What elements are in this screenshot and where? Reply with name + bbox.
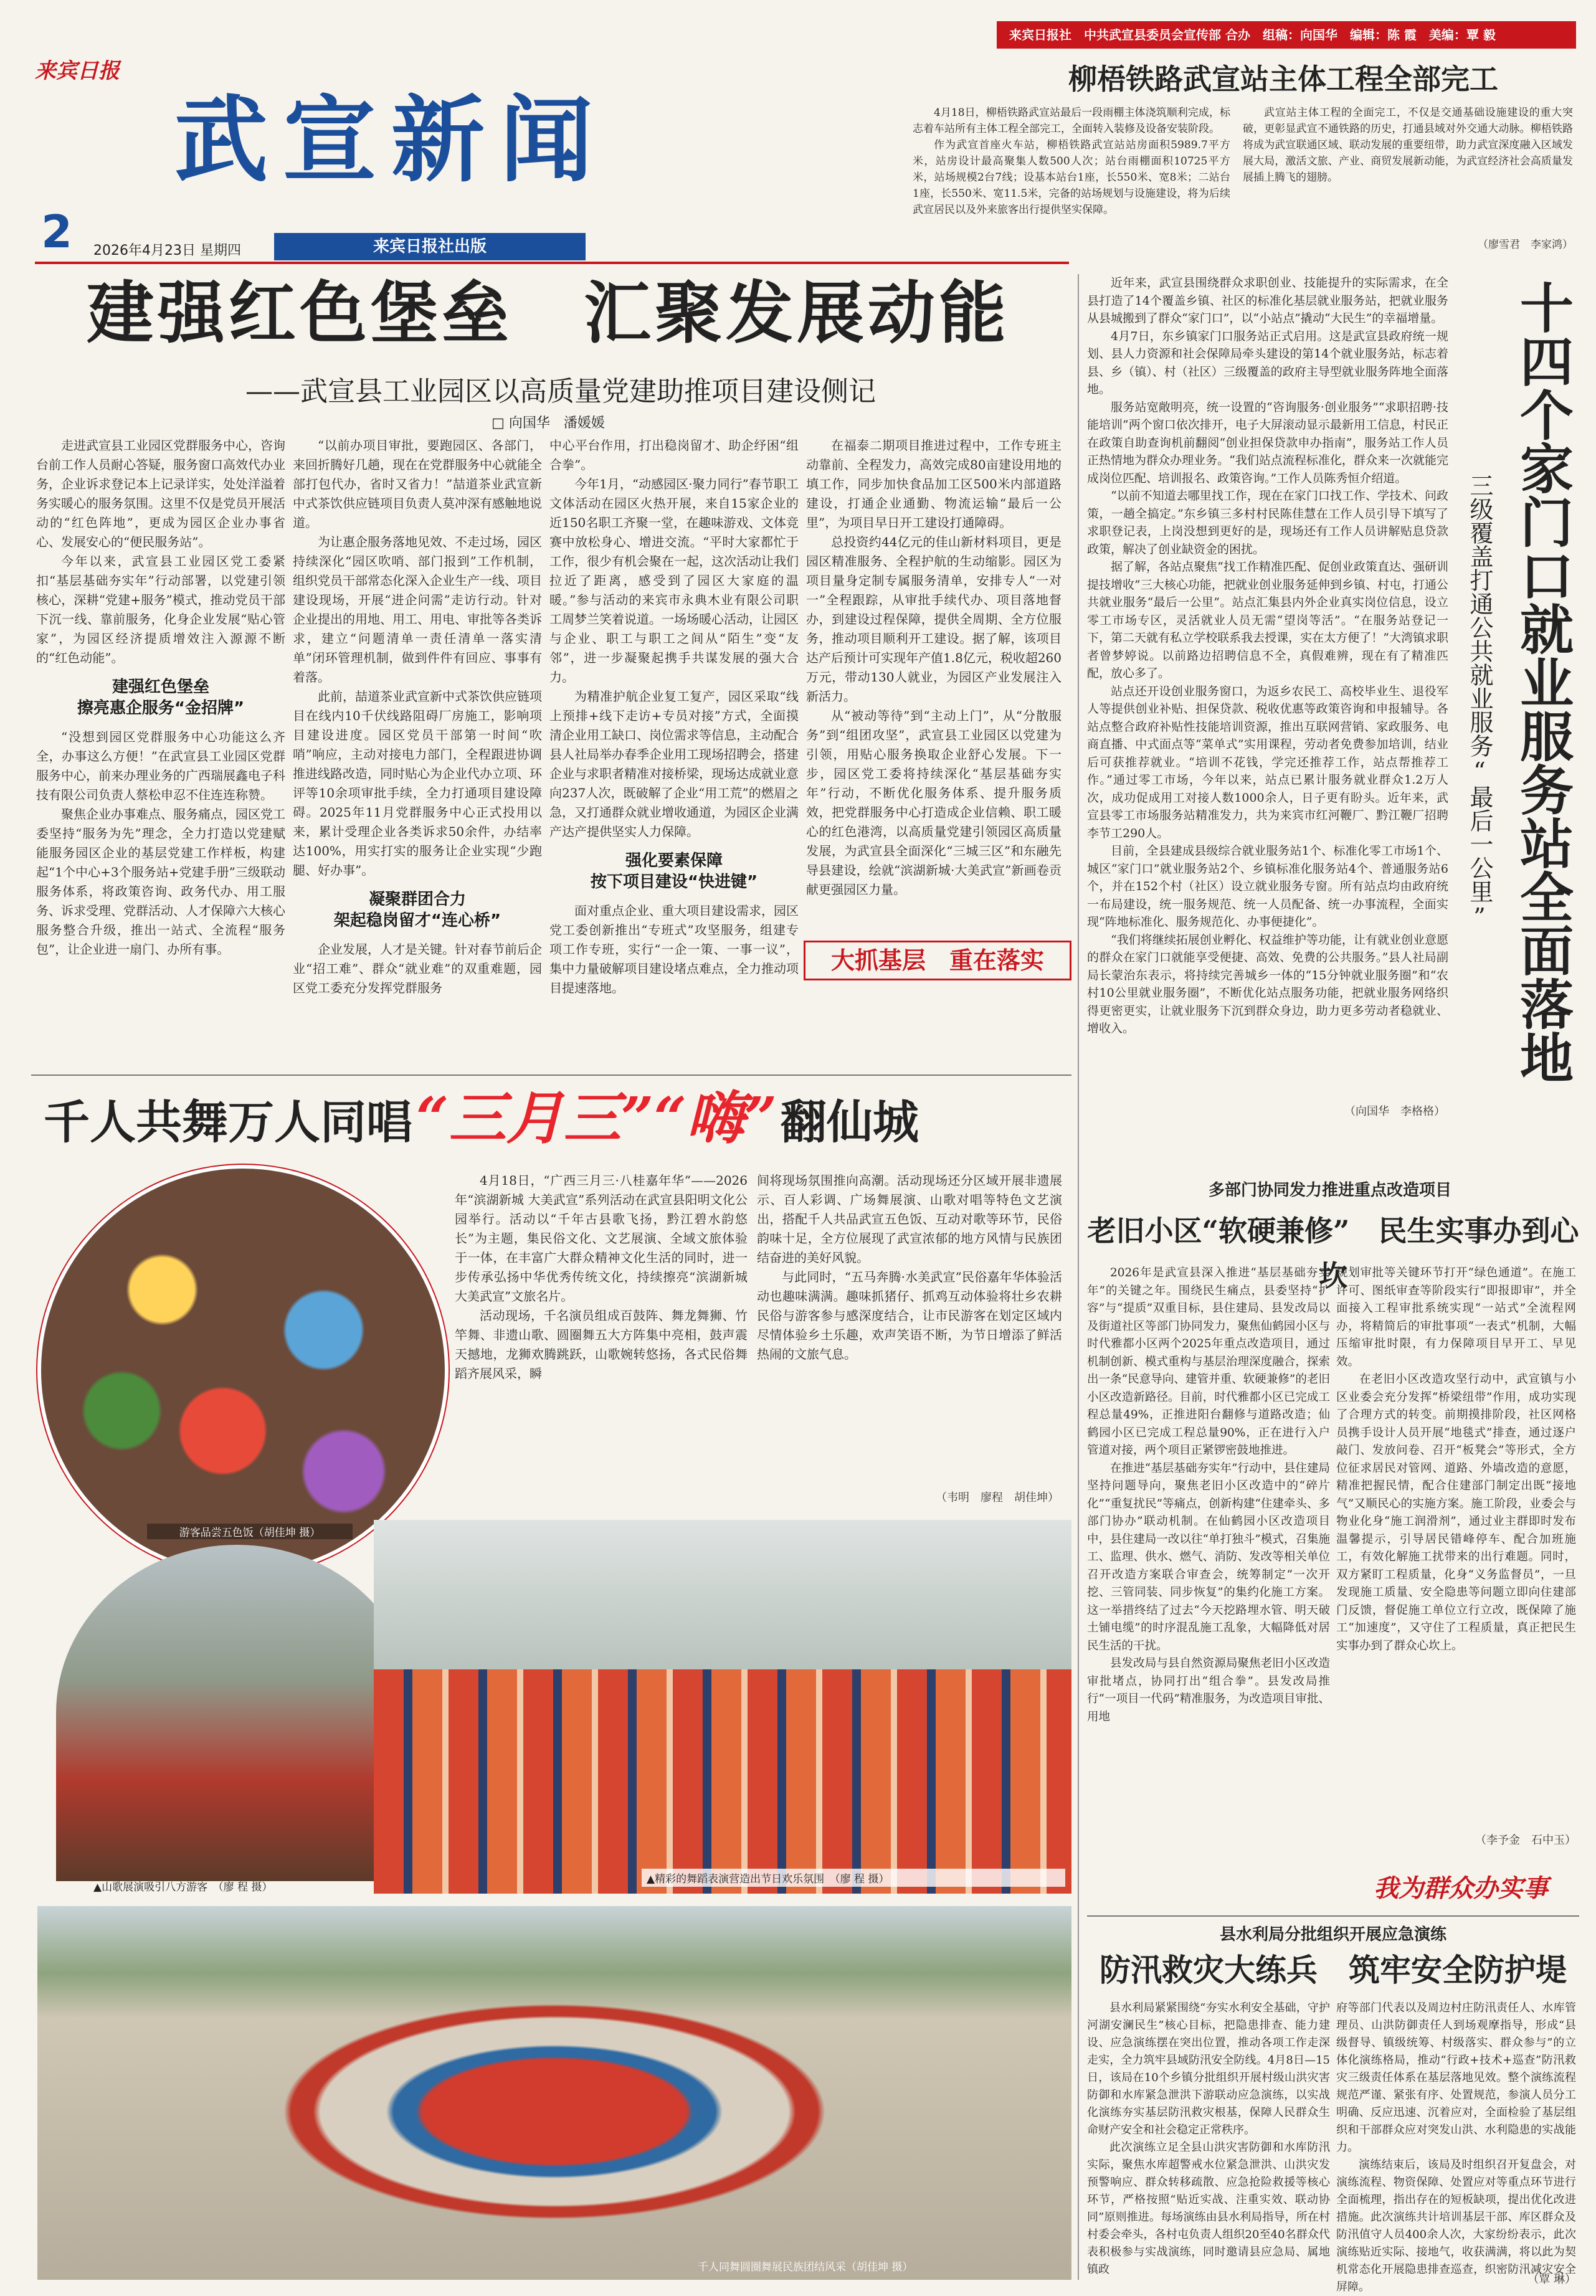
festival-credit: （韦明 廖程 胡佳坤）	[936, 1491, 1059, 1504]
publisher-banner: 来宾日报社出版	[274, 233, 586, 260]
lead-subhead-1: 建强红色堡垒 擦亮惠企服务“金招牌”	[77, 678, 245, 718]
railway-headline: 柳梧铁路武宣站主体工程全部完工	[1068, 62, 1498, 96]
paper-logo: 来宾日报	[35, 59, 120, 83]
masthead-rule	[35, 262, 1069, 264]
lead-col1: 走进武宣县工业园区党群服务中心，咨询台前工作人员耐心答疑，服务窗口高效代办业务，企业诉求登记本上记录详实，处处洋溢着务实暖心的服务氛围。这里不仅是党员开展活动的“红色阵地”，更成为园区企业办事省心、发展安心的“便民服务站”。 今年以来，武宣县工业园区党工委紧扣“基层基础夯实年”行动部署，以党建引领核心，深耕“党建+服务”模式，推动党员干部下沉一线、靠前服务，化身企业发展“贴心管家”，为园区经济提质增效注入源源不断的“红色动能”。 建强红色堡垒 擦亮惠企服务“金招牌” “没想到园区党群服务中心功能这么齐全，办事这么方便！”在武宣县工业园区党群服务中心，前来办理业务的广西瑞展鑫电子科技有限公司负责人蔡松申忍不住连连称赞。 聚焦企业办事难点、服务痛点，园区党工委坚持“服务为先”理念，全力打造以党建赋能服务园区企业的基层党建工作样板，构建起“1个中心+3个服务站+党建手册”三级联动服务体系，将政策咨询、政务代办、用工服务、诉求受理、党群活动、人才保障六大核心服务整合升级，推出一站式、全流程“服务包”，让企业进一扇门、办所有事。	[36, 438, 285, 957]
lead-stamp: 大抓基层 重在落实	[804, 941, 1071, 980]
railway-col2: 武宣站主体工程的全面完工，不仅是交通基础设施建设的重大突破，更彰显武宣不通铁路的历史，打通县域对外交通大动脉。柳梧铁路将成为武宣联通区域、联动发展的重要纽带，助力武宣深度融入区域发展大局，激活文旅、产业、商贸发展新动能，为武宣经济社会高质量发展插上腾飞的翅膀。	[1243, 107, 1573, 184]
festival-headline-a: 千人共舞万人同唱	[44, 1096, 412, 1149]
oldcommunity-kicker: 多部门协同发力推进重点改造项目	[1208, 1181, 1451, 1200]
flood-kicker: 县水利局分批组织开展应急演练	[1219, 1925, 1446, 1944]
flood-credit: （覃 琳）	[1527, 2273, 1576, 2286]
oldcommunity-col1: 2026年是武宣县深入推进“基层基础夯实年”的关键之年。围绕民生痛点，县委坚持“扩容”与“提质”双重目标，县住建局、县发改局以及街道社区等部门协同发力，聚焦仙鹤园小区与时代雅都小区两个2025年重点改造项目，通过机制创新、模式重构与基层治理深度融合，探索出一条“民意导向、建管并重、软硬兼修”的老旧小区改造新路径。目前，时代雅都小区已完成工程总量49%，正推进阳台翻修与道路改造；仙鹤园小区已完成工程总量90%，正在进行入户管道对接，两个项目正紧锣密鼓地推进。 在推进“基层基础夯实年”行动中，县住建局坚持问题导向，聚焦老旧小区改造中的“碎片化”“重复扰民”等痛点，创新构建“住建牵头、多部门协办”联动机制。在仙鹤园小区改造项目中，县住建局一改以往“单打独斗”模式，召集施工、监理、供水、燃气、消防、发改等相关单位召开改造方案联合审查会，统筹制定“一次开挖、三管同装、同步恢复”的集约化施工方案。这一举措终结了过去“今天挖路埋水管、明天破土铺电缆”的时序混乱施工乱象，大幅降低对居民生活的干扰。 县发改局与县自然资源局聚焦老旧小区改造审批堵点，协同打出“组合拳”。县发改局推行“一项目一代码”精准服务，为改造项目审批、用地	[1087, 1266, 1330, 1724]
flood-col1: 县水利局紧紧围绕“夯实水利安全基础，守护河湖安澜民生”核心目标，把隐患排查、能力建设、应急演练摆在突出位置，推动各项工作走深走实，全力筑牢县域防汛安全防线。4月8日—15日，该局在10个乡镇分批组织开展村级山洪灾害防御和水库紧急泄洪下游联动应急演练，以实战化演练夯实基层防汛救灾根基，保障人民群众生命财产安全和社会稳定正常秩序。 此次演练立足全县山洪灾害防御和水库防汛实际，聚焦水库超警戒水位紧急泄洪、山洪灾发预警响应、群众转移疏散、应急抢险救援等核心环节，严格按照“贴近实战、注重实效、联动协同”原则推进。每场演练由县水利局指导，所在村村委会牵头，各村屯负责人组织20至40名群众代表积极参与实战演练，同时邀请县应急局、属地镇政	[1087, 2001, 1330, 2276]
top-credit-bar: 来宾日报社 中共武宣县委员会宣传部 合办 组稿：向国华 编辑：陈 霞 美编：覃 毅	[997, 21, 1576, 49]
dance-caption: ▲精彩的舞蹈表演营造出节日欢乐氛围 （廖 程 摄）	[642, 1869, 1065, 1887]
employment-vertical-title: 十四个家门口就业服务站全面落地	[1511, 280, 1574, 1084]
lead-headline: 建强红色堡垒 汇聚发展动能	[86, 274, 1010, 353]
lead-col3: 中心平台作用，打出稳岗留才、助企纾困“组合拳”。 今年1月，“动感园区·聚力同行”春节职工文体活动在园区火热开展，来自15家企业的近150名职工齐聚一堂，在趣味游戏、文体竞赛中放松身心、增进交流。“平时大家都忙于工作，很少有机会聚在一起，这次活动让我们拉近了距离，感受到了园区大家庭的温暖。”参与活动的来宾市永典木业有限公司职工周梦兰笑着说道。一场场暖心活动，让园区与企业、职工与职工之间从“陌生”变“友邻”，进一步凝聚起携手共谋发展的强大合力。 为精准护航企业复工复产，园区采取“线上预排+线下走访+专员对接”方式，全面摸清企业用工缺口、岗位需求等信息，主动配合县人社局举办春季企业用工现场招聘会，搭建企业与求职者精准对接桥梁，现场达成就业意向237人次，既破解了企业“用工荒”的燃眉之急，又打通群众就业增收通道，为园区企业满产达产提供坚实人力保障。 强化要素保障 按下项目建设“快进键” 面对重点企业、重大项目建设需求，园区党工委创新推出“专班式”攻坚服务，组建专项工作专班，实行“一企一策、一事一议”，集中力量破解项目建设堵点难点，全力推动项目提速落地。	[549, 438, 799, 995]
folk-song-caption: ▲山歌展演吸引八方游客 （廖 程 摄）	[93, 1881, 273, 1894]
railway-credit: （廖雪君 李家鸿）	[1478, 239, 1573, 251]
lead-col2: “以前办项目审批，要跑园区、各部门，来回折腾好几趟，现在在党群服务中心就能全部打包代办，省时又省力！”喆道茶业武宣新中式茶饮供应链项目负责人莫冲深有感触地说道。 为让惠企服务落地见效、不走过场，园区持续深化“园区吹哨、部门报到”工作机制，组织党员干部常态化深入企业生产一线、项目建设现场，开展“进企问需”走访行动。针对企业提出的用地、用工、用电、审批等各类诉求，建立“问题清单一责任清单一落实清单”闭环管理机制，做到件件有回应、事事有着落。 此前，喆道茶业武宣新中式茶饮供应链项目在线内10千伏线路阻碍厂房施工，影响项目建设进度。园区党员干部第一时间“吹哨”响应，主动对接电力部门，全程跟进协调推进线路改造，同时贴心为企业代办立项、环评等10余项审批手续，全力打通项目建设障碍。2025年11月党群服务中心正式投用以来，累计受理企业各类诉求50余件，办结率达100%，用实打实的服务让企业实现“少跑腿、好办事”。 凝聚群团合力 架起稳岗留才“连心桥” 企业发展，人才是关键。针对春节前后企业“招工难”、群众“就业难”的双重难题，园区党工委充分发挥党群服务	[293, 438, 542, 995]
flood-top-rule	[1087, 1915, 1579, 1917]
crowd-photo	[37, 1906, 1071, 2280]
festival-headline	[44, 1084, 1071, 1152]
dance-photo	[374, 1520, 1071, 1894]
crowd-caption: 千人同舞圆圈舞展民族团结风采（胡佳坤 摄）	[698, 2261, 913, 2274]
employment-body: 近年来，武宣县围绕群众求职创业、技能提升的实际需求，在全县打造了14个覆盖乡镇、社区的标准化基层就业服务站，把就业服务从县城搬到了群众“家门口”，以“小站点”撬动“大民生”的幸福增量。 4月7日，东乡镇家门口服务站正式启用。这是武宣县政府统一规划、县人力资源和社会保障局牵头建设的第14个就业服务站，标志着县、乡（镇）、村（社区）三级覆盖的政府主导型就业服务阵地全面落地。 服务站宽敞明亮，统一设置的“咨询服务·创业服务”“求职招聘·技能培训”两个窗口依次排开，电子大屏滚动显示最新用工信息，村民正在政策自助查询机前翻阅“创业担保贷款申办指南”，服务站工作人员正热情地为群众办理业务。“我们站点流程标准化，群众来一次就能完成岗位匹配、培训报名、政策咨询。”工作人员陈秀恒介绍道。 “以前不知道去哪里找工作，现在在家门口找工作、学技术、问政策，一趟全搞定。”东乡镇三多村村民陈佳慧在工作人员引导下填写了求职登记表，上岗没想到更好的是，现场还有工作人员讲解贴息贷款政策，解决了创业缺资金的困扰。 据了解，各站点聚焦“找工作精准匹配、促创业政策直达、强研训提技增收”三大核心功能，把就业创业服务延伸到乡镇、村屯，打通公共就业服务“最后一公里”。站点汇集县内外企业真实岗位信息，设立零工市场专区，灵活就业人员无需“望岗等活”。“在服务站登记一下，第二天就有私立学校联系我去授课，实在太方便了！”大湾镇求职者曾梦婷说。以前路边招聘信息不全，真假难辨，现在有了精准匹配，放心多了。 站点还开设创业服务窗口，为返乡农民工、高校毕业生、退役军人等提供创业补贴、担保贷款、税收优惠等政策咨询和申报辅导。各站点整合政府补贴性技能培训资源，推出互联网营销、家政服务、电商直播、中式面点等“菜单式”实用课程，劳动者免费参加培训，结业后可获推荐就业。“培训不花钱，学完还推荐工作，站点帮推荐工作。”通过零工市场，今年以来，站点已累计服务就业群众1.2万人次，成功促成用工对接人数1000余人，日子更有盼头。近年来，武宣县零工市场服务站精准发力，共为来宾市红河鞭厂、黔江鞭厂招聘李节工290人。 目前，全县建成县级综合就业服务站1个、标准化零工市场1个、城区“家门口”就业服务站2个、乡镇标准化服务站4个、普通服务站6个，并在152个村（社区）设立就业服务专窗。所有站点均由政府统一布局建设，统一服务规范、统一人员配备、统一办事流程，全面实现“阵地标准化、服务规范化、办事便捷化”。 “我们将继续拓展创业孵化、权益维护等功能，让有就业创业意愿的群众在家门口就能享受便捷、高效、免费的公共服务。”县人社局副局长蒙治东表示，将持续完善城乡一体的“15分钟就业服务圈”和“农村10公里就业服务圈”，不断优化站点服务功能，把就业服务网络织得更密更实，让就业服务下沉到群众身边，助力更多劳动者稳就业、增收入。	[1087, 276, 1448, 1035]
issue-date: 2026年4月23日 星期四	[93, 243, 241, 259]
employment-vertical-subtitle: 三级覆盖打通公共就业服务“最后一公里”	[1466, 473, 1493, 931]
oldcommunity-col2: 规划审批等关键环节打开“绿色通道”。在施工许可、图纸审查等阶段实行“即报即审”，并全面接入工程审批系统实现“一站式”全流程网办，将精简后的审批事项“一表式”机制，大幅压缩审批时限，有力保障项目早开工、早见效。 在老旧小区改造攻坚行动中，武宣镇与小区业委会充分发挥“桥梁纽带”作用，成功实现了合理方式的转变。前期摸排阶段，社区网格员携手设计人员开展“地毯式”排查，通过逐户敲门、发放问卷、召开“板凳会”等形式，全方位征求居民对管网、道路、外墙改造的意愿，精准把握民情，配合住建部门制定出既“接地气”又顺民心的实施方案。施工阶段，业委会与物业化身“施工润滑剂”，通过业主群即时发布温馨提示，引导居民错峰停车、配合加班施工，有效化解施工扰带来的出行难题。同时，双方紧盯工程质量，化身“义务监督员”，一旦发现施工质量、安全隐患等问题立即向住建部门反馈，督促施工单位立行立改，既保障了施工“加速度”，又守住了工程质量，真正把民生实事办到了群众心坎上。	[1336, 1266, 1576, 1653]
lead-subhead-3: 强化要素保障 按下项目建设“快进键”	[590, 852, 758, 891]
lead-col4: 在福泰二期项目推进过程中，工作专班主动靠前、全程发力，高效完成80亩建设用地的填工作，同步加快食品加工区500米内部道路建设，打通企业通勤、物流运输“最后一公里”，为项目早日开工建设打通障碍。 总投资约44亿元的佳山新材料项目，更是园区精准服务、全程护航的生动缩影。园区为项目量身定制专属服务清单，安排专人“一对一”全程跟踪，从审批手续代办、项目落地督办，到建设过程保障，提供全周期、全方位服务，推动项目顺利开工建设。据了解，该项目达产后预计可实现年产值1.8亿元，税收超260万元，带动130人就业，为园区产业发展注入新活力。 从“被动等待”到“主动上门”，从“分散服务”到“组团攻坚”，武宣县工业园区以党建为引领，用贴心服务换取企业舒心发展。下一步，园区党工委将持续深化“基层基础夯实年”行动，不断优化服务体系、提升服务质效，把党群服务中心打造成企业信赖、职工暖心的红色港湾，以高质量党建引领园区高质量发展，为武宣县全面深化“三城三区”和东融先导县建设，绘就“滨湖新城·大美武宣”新画卷贡献更强园区力量。	[806, 438, 1062, 897]
festival-top-rule	[31, 1074, 1071, 1076]
lead-subhead-2: 凝聚群团合力 架起稳岗留才“连心桥”	[333, 890, 501, 930]
column-divider	[1078, 274, 1079, 2280]
festival-headline-b: “三月三”“嗨”	[416, 1084, 777, 1152]
folk-song-photo	[56, 1545, 417, 1881]
flood-col2: 府等部门代表以及周边村庄防汛责任人、水库管理员、山洪防御责任人到场观摩指导，形成“县级督导、镇级统筹、村级落实、群众参与”的立体化演练格局，推动“行政+技术+巡查”防汛救灾三级责任体系在基层落地见效。整个演练流程规范严谨、紧张有序、处置规范，参演人员分工明确、反应迅速、沉着应对，全面检验了基层组织和干部群众应对突发山洪、水利隐患的实战能力。 演练结束后，该局及时组织召开复盘会，对演练流程、物资保障、处置应对等重点环节进行全面梳理，指出存在的短板缺项，提出优化改进措施。此次演练共计培训基层干部、库区群众及防汛值守人员400余人次，大家纷纷表示，此次演练贴近实际、接地气，收获满满，将以此为契机常态化开展隐患排查巡查，织密防汛减灾安全屏障。	[1336, 2001, 1576, 2294]
page-number: 2	[41, 206, 73, 258]
festival-col1: 4月18日，“广西三月三·八桂嘉年华”——2026年“滨湖新城 大美武宣”系列活动在武宣县阳明文化公园举行。活动以“千年古县歌飞扬，黔江碧水韵悠长”为主题，集民俗文化、文艺展演、全域文旅体验于一体，在丰富广大群众精神文化生活的同时，进一步传承弘扬中华优秀传统文化，持续擦亮“滨湖新城 大美武宣”文旅名片。 活动现场，千名演员组成百鼓阵、舞龙舞狮、竹竿舞、非遗山歌、圆圈舞五大方阵集中亮相，鼓声震天撼地，龙狮欢腾跳跃，山歌婉转悠扬，各式民俗舞蹈齐展风采，瞬	[455, 1173, 748, 1381]
flood-headline: 防汛救灾大练兵 筑牢安全防护堤	[1100, 1952, 1567, 1988]
five-color-rice-caption: 游客品尝五色饭（胡佳坤 摄）	[147, 1524, 353, 1539]
festival-headline-c: 翻仙城	[780, 1096, 919, 1149]
oldcommunity-credit: （李予金 石中玉）	[1475, 1834, 1576, 1847]
oldcommunity-headline: 老旧小区“软硬兼修” 民生实事办到心坎	[1087, 1214, 1579, 1293]
five-color-rice-photo	[37, 1165, 449, 1576]
lead-byline: □ 向国华 潘媛媛	[492, 415, 605, 431]
section-title: 武宣新闻	[174, 85, 609, 195]
railway-col1: 4月18日，柳梧铁路武宣站最后一段雨棚主体浇筑顺利完成，标志着车站所有主体工程全部完工，全面转入装修及设备安装阶段。 作为武宣首座火车站，柳梧铁路武宣站站房面积5989.7平方米，站房设计最高聚集人数500人次；站台雨棚面积10725平方米，站场规模2台7线；设基本站台1座，长550米、宽8米；二站台1座，长550米、宽11.5米，完备的站场规划与设施建设，将为后续武宣居民以及外来旅客出行提供坚实保障。	[913, 107, 1230, 216]
employment-credit: （向国华 李格格）	[1344, 1105, 1445, 1118]
oldcommunity-slogan: 我为群众办实事	[1374, 1874, 1548, 1903]
festival-col2: 间将现场氛围推向高潮。活动现场还分区域开展非遗展示、百人彩调、广场舞展演、山歌对唱等特色文艺演出，搭配千人共品武宣五色饭、互动对歌等环节，民俗韵味十足，全方位展现了武宣浓郁的地方风情与民族团结奋进的美好风貌。 与此同时，“五马奔腾·水美武宣”民俗嘉年华体验活动也趣味满满。趣味抓猪仔、抓鸡互动体验将壮乡农耕民俗与游客参与感深度结合，让市民游客在划定区域内尽情体验乡土乐趣，欢声笑语不断，为节日增添了鲜活热闹的文旅气息。	[757, 1173, 1062, 1362]
lead-subhead: ——武宣县工业园区以高质量党建助推项目建设侧记	[245, 376, 876, 407]
